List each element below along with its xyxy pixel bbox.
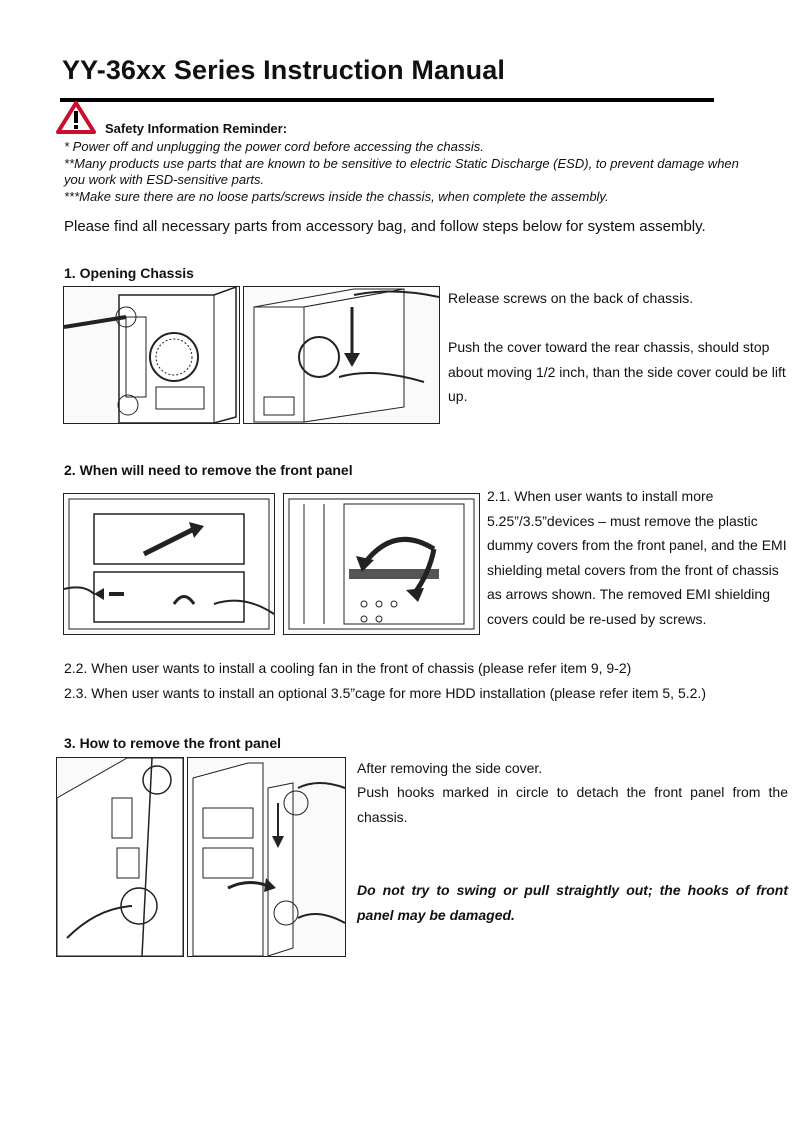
- section-title-how-to-remove: 3. How to remove the front panel: [64, 735, 282, 751]
- safety-line: **Many products use parts that are known to be sensitive to electric Static Discharge (ESD), to prevent damage when: [64, 156, 739, 171]
- step1-text-release: Release screws on the back of chassis.: [448, 290, 694, 306]
- warning-triangle-icon: [56, 101, 96, 135]
- section-title-remove-front-panel: 2. When will need to remove the front panel: [64, 462, 353, 478]
- illustration-emi-covers: [283, 493, 480, 635]
- illustration-dummy-covers: [63, 493, 275, 635]
- step2-line-hdd-cage: 2.3. When user wants to install an optional 3.5”cage for more HDD installation (please refer item 5, 5.2.): [64, 685, 706, 701]
- page-title: YY-36xx Series Instruction Manual: [62, 55, 505, 85]
- illustration-hooks-closeup: [56, 757, 184, 957]
- safety-line: ***Make sure there are no loose parts/screws inside the chassis, when complete the assembly.: [64, 189, 609, 204]
- illustration-release-screws: [63, 286, 240, 424]
- step3-warning: Do not try to swing or pull straightly out; the hooks of front panel may be damaged.: [357, 882, 788, 923]
- step2-text-devices: 2.1. When user wants to install more 5.25”/3.5”devices – must remove the plastic dummy covers from the front panel, and the EMI shielding metal covers from the front of chassis as arrows shown. The removed EMI shielding covers could be re-used by screws.: [487, 488, 787, 627]
- step3-text-after-removing: After removing the side cover.: [357, 760, 543, 776]
- illustration-slide-cover: [243, 286, 440, 424]
- title-divider: [60, 98, 714, 102]
- step2-line-cooling-fan: 2.2. When user wants to install a cooling fan in the front of chassis (please refer item 9, 9-2): [64, 660, 632, 676]
- safety-line: you work with ESD-sensitive parts.: [64, 172, 265, 187]
- section-title-opening-chassis: 1. Opening Chassis: [64, 265, 194, 281]
- safety-line: * Power off and unplugging the power cord before accessing the chassis.: [64, 139, 484, 154]
- safety-heading: Safety Information Reminder:: [105, 121, 288, 136]
- intro-text: Please find all necessary parts from accessory bag, and follow steps below for system assembly.: [64, 218, 706, 235]
- step3-text-push-hooks: Push hooks marked in circle to detach the front panel from the chassis.: [357, 784, 788, 825]
- step1-text-push: Push the cover toward the rear chassis, should stop about moving 1/2 inch, than the side cover could be lift up.: [448, 339, 786, 404]
- illustration-detach-front-panel: [187, 757, 346, 957]
